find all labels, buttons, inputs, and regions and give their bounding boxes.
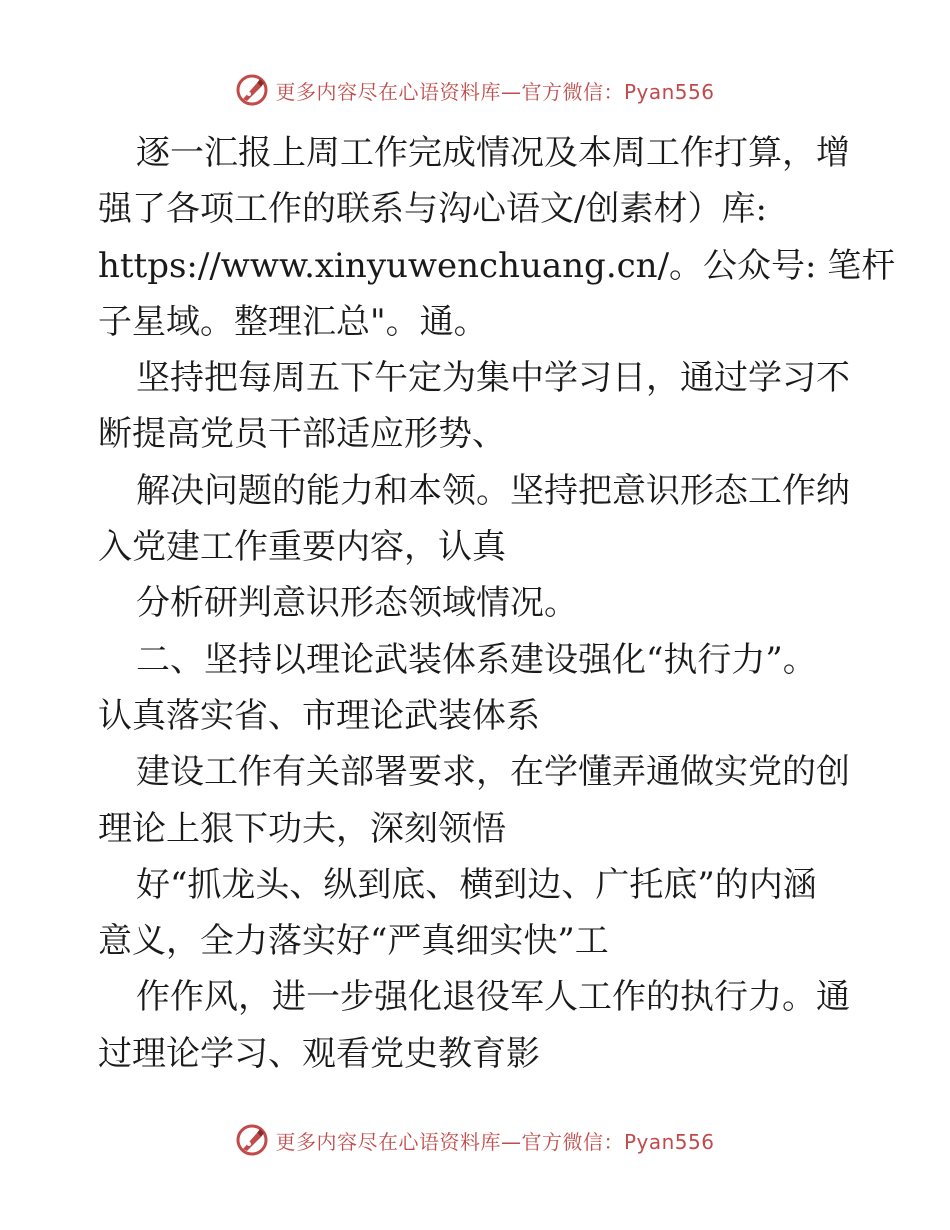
section-heading-line: 二、坚持以理论武装体系建设强化“执行力”。	[136, 639, 817, 680]
body-line: 入党建工作重要内容，认真	[98, 527, 506, 568]
document-body	[98, 125, 896, 1082]
body-line: 解决问题的能力和本领。坚持把意识形态工作纳	[136, 470, 850, 511]
body-line: 过理论学习、观看党史教育影	[98, 1033, 540, 1074]
body-line: 好“抓龙头、纵到底、横到边、广托底”的内涵	[136, 864, 817, 905]
pen-circle-logo-icon	[235, 73, 269, 107]
body-line: 断提高党员干部适应形势、	[98, 414, 506, 455]
body-line: 分析研判意识形态领域情况。	[136, 583, 578, 624]
body-line: 认真落实省、市理论武装体系	[98, 695, 540, 736]
body-line: 理论上狠下功夫，深刻领悟	[98, 808, 506, 849]
header-banner-text: 更多内容尽在心语资料库—官方微信：Pyan556	[275, 79, 715, 104]
body-line: 逐一汇报上周工作完成情况及本周工作打算，增	[136, 133, 850, 173]
body-line: https://www.xinyuwenchuang.cn/。公众号: 笔杆	[98, 245, 896, 286]
body-line: 建设工作有关部署要求，在学懂弄通做实党的创	[136, 752, 850, 793]
body-line: 坚持把每周五下午定为集中学习日，通过学习不	[136, 358, 850, 399]
body-line: 意义，全力落实好“严真细实快”工	[98, 921, 609, 962]
body-line: 子星域。整理汇总"。通。	[98, 301, 488, 342]
footer-banner	[0, 1120, 950, 1160]
body-line: 强了各项工作的联系与沟心语文/创素材）库:	[98, 189, 767, 230]
body-line: 作作风，进一步强化退役军人工作的执行力。通	[136, 977, 850, 1018]
footer-banner-text: 更多内容尽在心语资料库—官方微信：Pyan556	[275, 1129, 715, 1154]
pen-circle-logo-icon	[235, 1123, 269, 1157]
header-banner	[0, 70, 950, 110]
